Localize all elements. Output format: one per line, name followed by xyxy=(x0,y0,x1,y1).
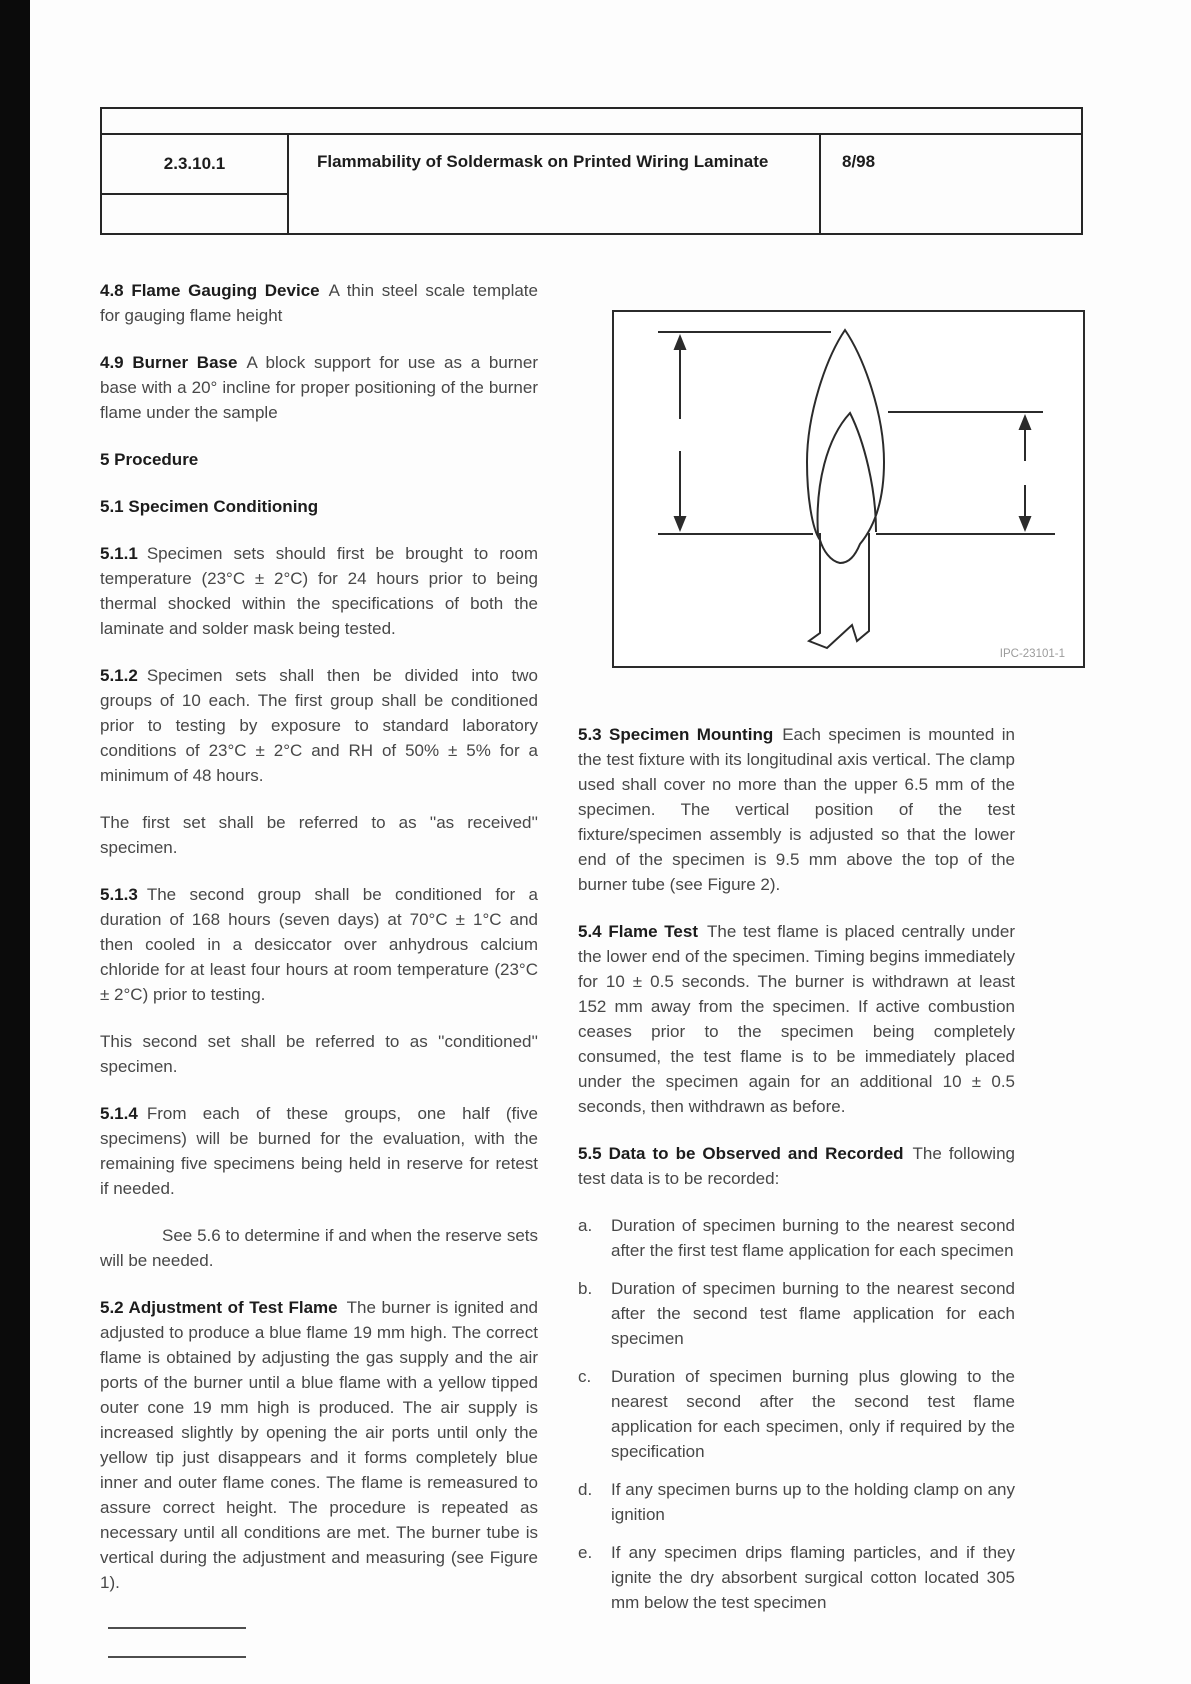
header-cell-title xyxy=(289,135,819,233)
list-item-c xyxy=(578,1364,1015,1464)
list-item-e-text: If any specimen drips flaming particles, and if they ignite the dry absorbent surgical cotton located 305 mm below the test specimen xyxy=(611,1543,1015,1612)
list-item-e-marker: e. xyxy=(578,1543,593,1562)
list-item-d-marker: d. xyxy=(578,1480,593,1499)
paragraph-4-9-label: 4.9 Burner Base xyxy=(100,353,238,372)
header-blank-row xyxy=(102,109,1081,135)
paragraph-as-received-text: The first set shall be referred to as ''as received'' specimen. xyxy=(100,813,538,857)
list-item-a-marker: a. xyxy=(578,1216,593,1235)
paragraph-conditioned-note xyxy=(100,1029,538,1079)
list-item-b-marker: b. xyxy=(578,1279,593,1298)
header-cell-date xyxy=(819,135,1081,233)
paragraph-5-1-1-label: 5.1.1 xyxy=(100,544,138,563)
paragraph-5-1-4 xyxy=(100,1101,538,1201)
paragraph-see-5-6-text: See 5.6 to determine if and when the reserve sets will be needed. xyxy=(100,1226,538,1270)
burner-tube xyxy=(809,534,869,648)
left-column xyxy=(100,278,538,1658)
section-number: 2.3.10.1 xyxy=(163,154,226,173)
paragraph-5-2-text: The burner is ignited and adjusted to produce a blue flame 19 mm high. The correct flame is obtained by adjusting the gas supply and the air ports of the burner until a blue flame with a yellow tipped outer cone 19 mm high is produced. The air supply is increased slightly by opening the air ports until only the yellow tip just disappears and it forms completely blue inner and outer flame cones. The flame is remeasured to assure correct height. The procedure is repeated as necessary until all conditions are met. The burner tube is vertical during the adjustment and measuring (see Figure 1). xyxy=(100,1298,539,1592)
paragraph-5-1-3-label: 5.1.3 xyxy=(100,885,138,904)
paragraph-4-9 xyxy=(100,350,538,425)
heading-5-1-specimen-conditioning xyxy=(100,494,538,519)
paragraph-5-3-text: Each specimen is mounted in the test fixture with its longitudinal axis vertical. The clamp used shall cover no more than the upper 6.5 mm of the specimen. The vertical position of the test fixture/specimen assembly is adjusted so that the lower end of the specimen is 9.5 mm above the top of the burner tube (see Figure 2). xyxy=(578,725,1015,894)
flame-height-dimension-arrow xyxy=(674,334,687,532)
paragraph-4-9-text: A block support for use as a burner base with a 20° incline for proper positioning of the burner flame under the sample xyxy=(100,353,539,422)
list-item-c-text: Duration of specimen burning plus glowing to the nearest second after the second test flame application for each specimen, only if required by the specification xyxy=(611,1367,1015,1461)
heading-5-procedure xyxy=(100,447,538,472)
paragraph-5-4-label: 5.4 Flame Test xyxy=(578,922,698,941)
paragraph-conditioned-text: This second set shall be referred to as ''conditioned'' specimen. xyxy=(100,1032,538,1076)
revision-date: 8/98 xyxy=(842,152,876,171)
footnote-rule-1 xyxy=(108,1627,246,1629)
figure-1-flame-diagram xyxy=(612,310,1085,668)
list-item-a-text: Duration of specimen burning to the nearest second after the first test flame application for each specimen xyxy=(611,1216,1015,1260)
paragraph-5-1-2 xyxy=(100,663,538,788)
heading-5-procedure-label: 5 Procedure xyxy=(100,450,199,469)
list-item-b xyxy=(578,1276,1015,1351)
paragraph-5-5-text: The following test data is to be recorded: xyxy=(578,1144,1015,1188)
right-column xyxy=(578,722,1015,1628)
paragraph-see-5-6 xyxy=(100,1223,538,1273)
paragraph-4-8-label: 4.8 Flame Gauging Device xyxy=(100,281,320,300)
paragraph-5-2 xyxy=(100,1295,538,1595)
inner-cone-outline xyxy=(818,413,876,535)
figure-code-label: IPC-23101-1 xyxy=(999,648,1065,660)
scan-edge-bar xyxy=(0,0,30,1684)
footnote-rule-2 xyxy=(108,1656,246,1658)
header-cell-section xyxy=(102,135,289,233)
header-table xyxy=(100,107,1083,235)
paragraph-5-4-text: The test flame is placed centrally under the lower end of the specimen. Timing begins immediately for 10 ± 0.5 seconds. The burner is withdrawn at least 152 mm away from the specimen. If active combustion ceases prior to the specimen being completely consumed, the test flame is to be immediately placed under the specimen again for an additional 10 ± 0.5 seconds, then withdrawn as before. xyxy=(578,922,1016,1116)
list-item-a xyxy=(578,1213,1015,1263)
list-item-b-text: Duration of specimen burning to the nearest second after the second test flame application for each specimen xyxy=(611,1279,1015,1348)
list-item-d xyxy=(578,1477,1015,1527)
paragraph-5-1-1-text: Specimen sets should first be brought to room temperature (23°C ± 2°C) for 24 hours prior to being thermal shocked within the specifications of both the laminate and solder mask being tested. xyxy=(100,544,538,638)
paragraph-5-4 xyxy=(578,919,1015,1119)
paragraph-5-5-label: 5.5 Data to be Observed and Recorded xyxy=(578,1144,904,1163)
paragraph-as-received-note xyxy=(100,810,538,860)
paragraph-5-1-2-text: Specimen sets shall then be divided into two groups of 10 each. The first group shall be conditioned prior to testing by exposure to standard laboratory conditions of 23°C ± 2°C and RH of 50% ± 5% for a minimum of 48 hours. xyxy=(100,666,538,785)
heading-5-1-label: 5.1 Specimen Conditioning xyxy=(100,497,319,516)
paragraph-4-8-text: A thin steel scale template for gauging flame height xyxy=(100,281,538,325)
list-item-d-text: If any specimen burns up to the holding clamp on any ignition xyxy=(611,1480,1015,1524)
inner-cone-height-dimension-arrow xyxy=(1019,414,1032,532)
document-title: Flammability of Soldermask on Printed Wiring Laminate xyxy=(317,152,769,171)
paragraph-5-1-3-text: The second group shall be conditioned for a duration of 168 hours (seven days) at 70°C ± 1°C and then cooled in a desiccator over anhydrous calcium chloride for at least four hours at room temperature (23°C ± 2°C) prior to testing. xyxy=(100,885,538,1004)
list-item-c-marker: c. xyxy=(578,1367,592,1386)
paragraph-5-1-3 xyxy=(100,882,538,1007)
list-item-e xyxy=(578,1540,1015,1615)
paragraph-5-1-2-label: 5.1.2 xyxy=(100,666,138,685)
paragraph-5-1-4-text: From each of these groups, one half (five specimens) will be burned for the evaluation, with the remaining five specimens being held in reserve for retest if needed. xyxy=(100,1104,538,1198)
paragraph-5-1-4-label: 5.1.4 xyxy=(100,1104,138,1123)
paragraph-5-1-1 xyxy=(100,541,538,641)
paragraph-5-3-label: 5.3 Specimen Mounting xyxy=(578,725,774,744)
paragraph-5-3 xyxy=(578,722,1015,897)
paragraph-5-5 xyxy=(578,1141,1015,1191)
paragraph-4-8 xyxy=(100,278,538,328)
paragraph-5-2-label: 5.2 Adjustment of Test Flame xyxy=(100,1298,338,1317)
flame-diagram-svg xyxy=(614,312,1083,666)
